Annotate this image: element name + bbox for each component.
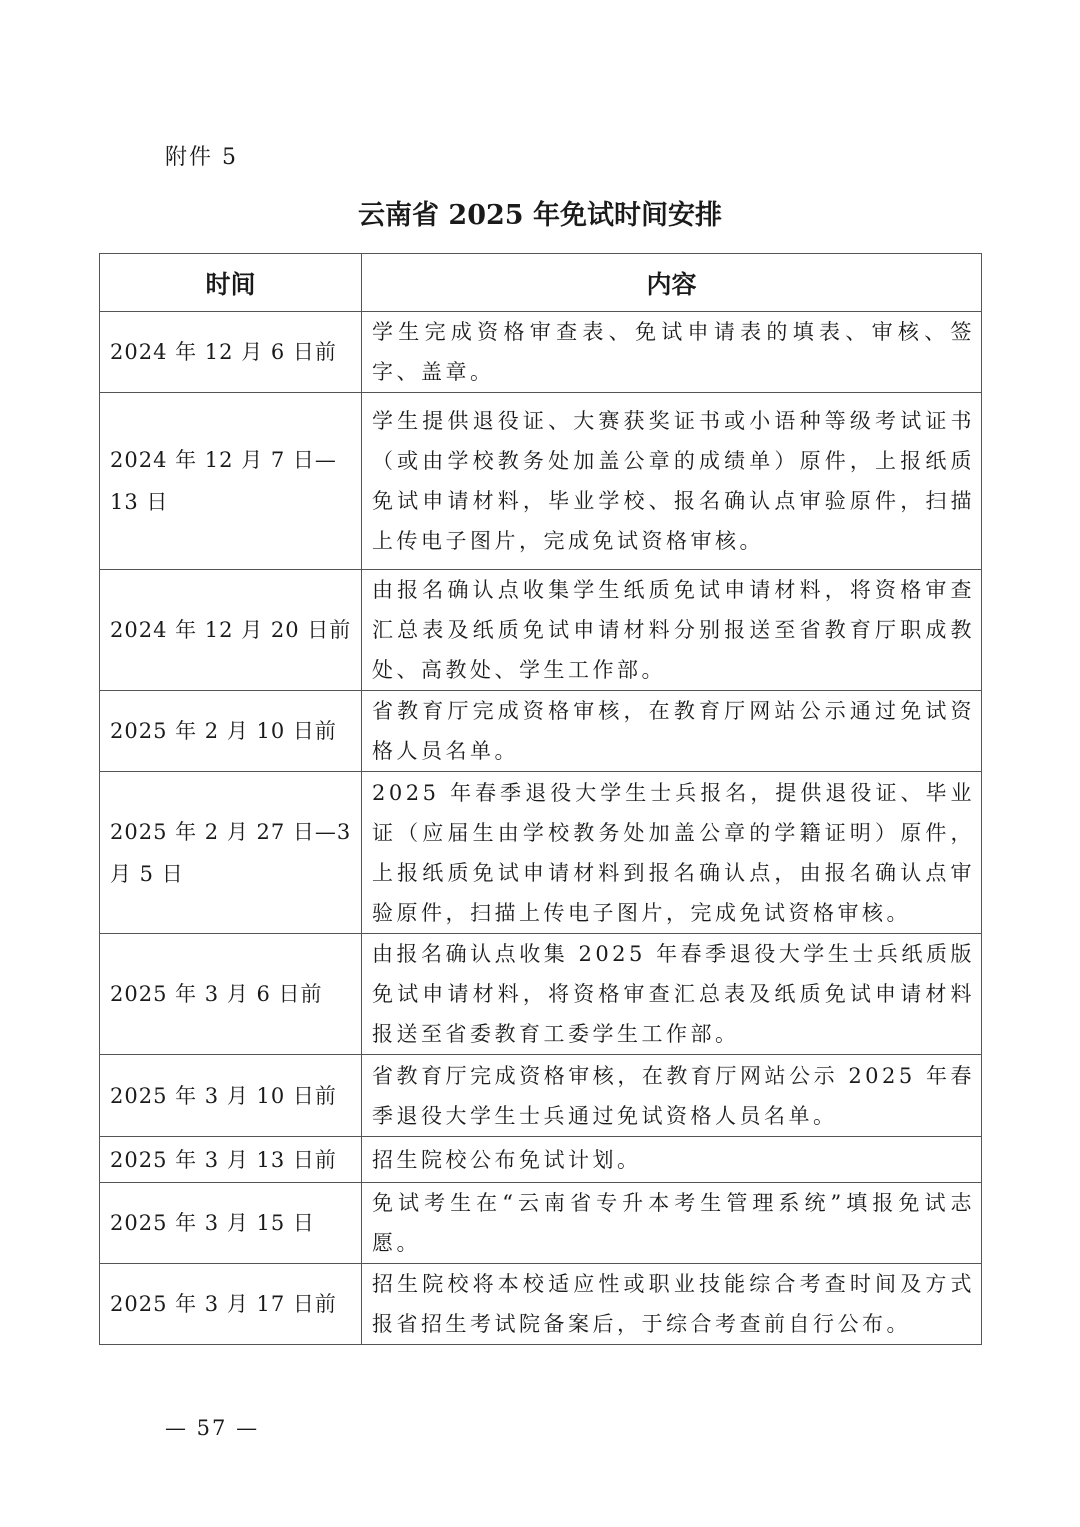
row-time: 2025 年 3 月 13 日前 <box>100 1137 362 1183</box>
row-content: 免试考生在“云南省专升本考生管理系统”填报免试志愿。 <box>362 1183 982 1264</box>
header-time: 时间 <box>100 254 362 312</box>
table-row <box>100 1137 982 1183</box>
row-content: 招生院校公布免试计划。 <box>362 1137 982 1183</box>
row-time: 2024 年 12 月 6 日前 <box>100 312 362 393</box>
attachment-label: 附件 5 <box>165 145 238 170</box>
row-time: 2024 年 12 月 20 日前 <box>100 570 362 691</box>
schedule-table <box>99 253 982 1345</box>
row-time: 2025 年 3 月 10 日前 <box>100 1055 362 1137</box>
table-row <box>100 1264 982 1345</box>
table-row <box>100 772 982 934</box>
page-number: — 57 — <box>165 1416 260 1440</box>
row-time: 2025 年 2 月 10 日前 <box>100 691 362 772</box>
row-time: 2025 年 3 月 6 日前 <box>100 934 362 1055</box>
row-time: 2025 年 2 月 27 日—3 月 5 日 <box>100 772 362 934</box>
document-title: 云南省 2025 年免试时间安排 <box>358 200 722 231</box>
row-time: 2025 年 3 月 17 日前 <box>100 1264 362 1345</box>
table-row <box>100 1183 982 1264</box>
row-content: 省教育厅完成资格审核，在教育厅网站公示 2025 年春季退役大学生士兵通过免试资格人员名单。 <box>362 1055 982 1137</box>
table-header-row <box>100 254 982 312</box>
table-row <box>100 312 982 393</box>
table-row <box>100 934 982 1055</box>
table-row <box>100 393 982 570</box>
row-content: 由报名确认点收集学生纸质免试申请材料，将资格审查汇总表及纸质免试申请材料分别报送至省教育厅职成教处、高教处、学生工作部。 <box>362 570 982 691</box>
row-content: 2025 年春季退役大学生士兵报名，提供退役证、毕业证（应届生由学校教务处加盖公章的学籍证明）原件，上报纸质免试申请材料到报名确认点，由报名确认点审验原件，扫描上传电子图片，完成免试资格审核。 <box>362 772 982 934</box>
table-row <box>100 1055 982 1137</box>
row-content: 招生院校将本校适应性或职业技能综合考查时间及方式报省招生考试院备案后，于综合考查前自行公布。 <box>362 1264 982 1345</box>
row-time: 2024 年 12 月 7 日—13 日 <box>100 393 362 570</box>
row-content: 由报名确认点收集 2025 年春季退役大学生士兵纸质版免试申请材料，将资格审查汇总表及纸质免试申请材料报送至省委教育工委学生工作部。 <box>362 934 982 1055</box>
table-row <box>100 570 982 691</box>
row-time: 2025 年 3 月 15 日 <box>100 1183 362 1264</box>
row-content: 省教育厅完成资格审核，在教育厅网站公示通过免试资格人员名单。 <box>362 691 982 772</box>
header-content: 内容 <box>362 254 982 312</box>
table-row <box>100 691 982 772</box>
row-content: 学生提供退役证、大赛获奖证书或小语种等级考试证书（或由学校教务处加盖公章的成绩单）原件，上报纸质免试申请材料，毕业学校、报名确认点审验原件，扫描上传电子图片，完成免试资格审核。 <box>362 393 982 570</box>
row-content: 学生完成资格审查表、免试申请表的填表、审核、签字、盖章。 <box>362 312 982 393</box>
